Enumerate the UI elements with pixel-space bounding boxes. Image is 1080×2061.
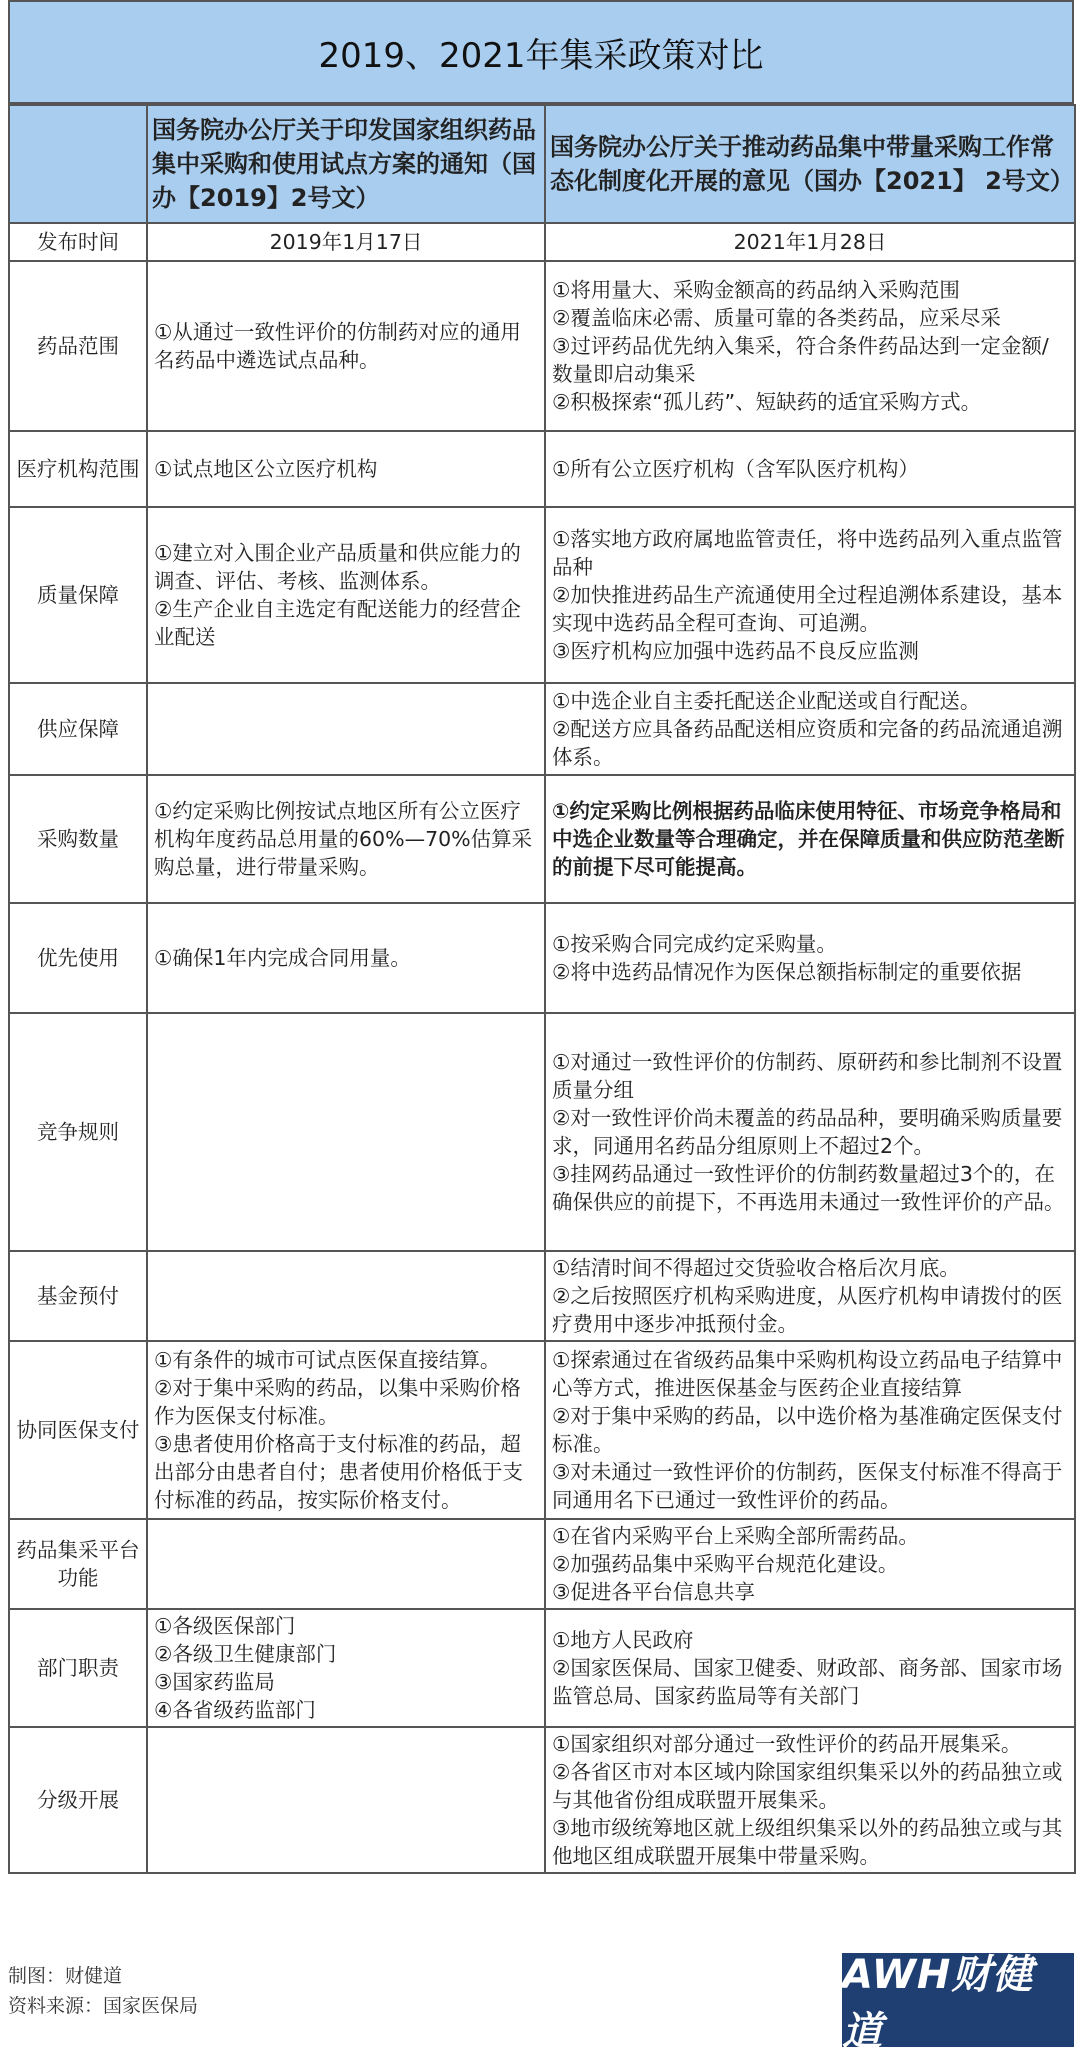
policy-item: ③对未通过一致性评价的仿制药，医保支付标准不得高于同通用名下已通过一致性评价的药品。 xyxy=(552,1460,1063,1512)
policy-item: ①建立对入围企业产品质量和供应能力的调查、评估、考核、监测体系。 xyxy=(154,541,521,593)
row-label: 协同医保支付 xyxy=(9,1341,147,1519)
policy-item: ①确保1年内完成合同用量。 xyxy=(154,946,411,970)
date-label: 发布时间 xyxy=(9,223,147,261)
cell-v2019 xyxy=(147,431,545,507)
cell-v2019 xyxy=(147,1727,545,1873)
cell-v2021 xyxy=(545,507,1075,683)
policy-item: ③患者使用价格高于支付标准的药品，超出部分由患者自付；患者使用价格低于支付标准的药品，按实际价格支付。 xyxy=(154,1432,523,1512)
footer xyxy=(8,1951,1074,2055)
row-label: 分级开展 xyxy=(9,1727,147,1873)
row-label: 药品范围 xyxy=(9,261,147,431)
cell-v2019 xyxy=(147,775,545,903)
row-label: 竞争规则 xyxy=(9,1013,147,1251)
header-2021-policy: 国务院办公厅关于推动药品集中带量采购工作常态化制度化开展的意见（国办【2021】 2号文） xyxy=(545,105,1075,223)
policy-item: ②国家医保局、国家卫健委、财政部、商务部、国家市场监管总局、国家药监局等有关部门 xyxy=(552,1656,1063,1708)
policy-item: ②配送方应具备药品配送相应资质和完备的药品流通追溯体系。 xyxy=(552,717,1063,769)
policy-row-platform-function xyxy=(9,1519,1075,1609)
logo-text: AWH财健道 xyxy=(842,1952,1034,2055)
policy-item: ①落实地方政府属地监管责任，将中选药品列入重点监管品种 xyxy=(552,527,1063,579)
policy-row-quality-assurance xyxy=(9,507,1075,683)
row-label: 质量保障 xyxy=(9,507,147,683)
cell-v2021 xyxy=(545,775,1075,903)
cell-v2021 xyxy=(545,1727,1075,1873)
cell-v2019 xyxy=(147,1341,545,1519)
policy-item: ①将用量大、采购金额高的药品纳入采购范围 xyxy=(552,278,960,302)
policy-item: ①地方人民政府 xyxy=(552,1628,694,1652)
policy-row-fund-prepayment xyxy=(9,1251,1075,1341)
policy-item: ①从通过一致性评价的仿制药对应的通用名药品中遴选试点品种。 xyxy=(154,320,521,372)
policy-row-competition-rules xyxy=(9,1013,1075,1251)
cell-v2021 xyxy=(545,431,1075,507)
policy-item: ④各省级药监部门 xyxy=(154,1698,316,1722)
cell-v2021 xyxy=(545,1519,1075,1609)
policy-item: ①所有公立医疗机构（含军队医疗机构） xyxy=(552,457,919,481)
policy-item: ②之后按照医疗机构采购进度，从医疗机构申请拨付的医疗费用中逐步冲抵预付金。 xyxy=(552,1284,1063,1336)
policy-item: ①有条件的城市可试点医保直接结算。 xyxy=(154,1348,501,1372)
policy-item: ②各省区市对本区域内除国家组织集采以外的药品独立或与其他省份组成联盟开展集采。 xyxy=(552,1760,1063,1812)
cell-v2021 xyxy=(545,683,1075,775)
policy-item: ②生产企业自主选定有配送能力的经营企业配送 xyxy=(154,597,521,649)
cell-v2019 xyxy=(147,1609,545,1727)
policy-item: ②覆盖临床必需、质量可靠的各类药品，应采尽采 xyxy=(552,306,1001,330)
cell-v2021 xyxy=(545,1013,1075,1251)
policy-item: ①按采购合同完成约定采购量。 xyxy=(552,932,837,956)
policy-item: ③过评药品优先纳入集采，符合条件药品达到一定金额/数量即启动集采 xyxy=(552,334,1049,386)
brand-logo xyxy=(842,1952,1074,2055)
policy-row-tiered-implementation xyxy=(9,1727,1075,1873)
policy-item: ①探索通过在省级药品集中采购机构设立药品电子结算中心等方式，推进医保基金与医药企业直接结算 xyxy=(552,1348,1063,1400)
cell-v2019 xyxy=(147,261,545,431)
policy-item: ③促进各平台信息共享 xyxy=(552,1580,755,1604)
policy-row-purchase-volume xyxy=(9,775,1075,903)
row-label: 供应保障 xyxy=(9,683,147,775)
data-source: 资料来源：国家医保局 xyxy=(8,1995,199,2017)
cell-v2021 xyxy=(545,261,1075,431)
policy-item: ①试点地区公立医疗机构 xyxy=(154,457,378,481)
policy-row-medical-insurance-payment xyxy=(9,1341,1075,1519)
policy-row-department-duties xyxy=(9,1609,1075,1727)
row-label: 部门职责 xyxy=(9,1609,147,1727)
cell-v2019 xyxy=(147,507,545,683)
policy-row-priority-use xyxy=(9,903,1075,1013)
policy-item: ③地市级统筹地区就上级组织集采以外的药品独立或与其他地区组成联盟开展集中带量采购。 xyxy=(552,1816,1063,1868)
policy-row-supply-assurance xyxy=(9,683,1075,775)
policy-item: ①中选企业自主委托配送企业配送或自行配送。 xyxy=(552,689,981,713)
date-row xyxy=(9,223,1075,261)
policy-item: ②积极探索“孤儿药”、短缺药的适宜采购方式。 xyxy=(552,390,982,414)
policy-item: ①结清时间不得超过交货验收合格后次月底。 xyxy=(552,1256,960,1280)
policy-item: ②将中选药品情况作为医保总额指标制定的重要依据 xyxy=(552,960,1022,984)
policy-item: ①约定采购比例按试点地区所有公立医疗机构年度药品总用量的60%—70%估算采购总量，进行带量采购。 xyxy=(154,799,533,879)
policy-item: ②加强药品集中采购平台规范化建设。 xyxy=(552,1552,899,1576)
policy-item: ②对于集中采购的药品，以中选价格为基准确定医保支付标准。 xyxy=(552,1404,1063,1456)
policy-item: ②加快推进药品生产流通使用全过程追溯体系建设，基本实现中选药品全程可查询、可追溯。 xyxy=(552,583,1063,635)
cell-v2019 xyxy=(147,903,545,1013)
header-corner-cell xyxy=(9,105,147,223)
row-label: 基金预付 xyxy=(9,1251,147,1341)
policy-item: ②各级卫生健康部门 xyxy=(154,1642,337,1666)
date-2019: 2019年1月17日 xyxy=(147,223,545,261)
chart-credit: 制图：财健道 xyxy=(8,1965,123,1987)
policy-item: ②对于集中采购的药品，以集中采购价格作为医保支付标准。 xyxy=(154,1376,521,1428)
cell-v2021 xyxy=(545,1251,1075,1341)
cell-v2019 xyxy=(147,1251,545,1341)
date-2021: 2021年1月28日 xyxy=(545,223,1075,261)
policy-item: ③挂网药品通过一致性评价的仿制药数量超过3个的，在确保供应的前提下，不再选用未通过一致性评价的产品。 xyxy=(552,1162,1065,1214)
policy-comparison-table xyxy=(8,104,1076,1874)
cell-v2021 xyxy=(545,1609,1075,1727)
policy-item: ①对通过一致性评价的仿制药、原研药和参比制剂不设置质量分组 xyxy=(552,1050,1063,1102)
policy-item: ②对一致性评价尚未覆盖的药品品种，要明确采购质量要求，同通用名药品分组原则上不超过2个。 xyxy=(552,1106,1063,1158)
cell-v2019 xyxy=(147,683,545,775)
cell-v2019 xyxy=(147,1013,545,1251)
header-2019-policy: 国务院办公厅关于印发国家组织药品集中采购和使用试点方案的通知（国办【2019】2号文） xyxy=(147,105,545,223)
policy-item: ①约定采购比例根据药品临床使用特征、市场竞争格局和中选企业数量等合理确定，并在保障质量和供应防范垄断的前提下尽可能提高。 xyxy=(552,799,1065,879)
cell-v2021 xyxy=(545,1341,1075,1519)
row-label: 采购数量 xyxy=(9,775,147,903)
policy-row-institution-scope xyxy=(9,431,1075,507)
policy-item: ①国家组织对部分通过一致性评价的药品开展集采。 xyxy=(552,1732,1022,1756)
policy-item: ①在省内采购平台上采购全部所需药品。 xyxy=(552,1524,919,1548)
cell-v2021 xyxy=(545,903,1075,1013)
policy-item: ①各级医保部门 xyxy=(154,1614,296,1638)
policy-item: ③国家药监局 xyxy=(154,1670,275,1694)
policy-row-drug-scope xyxy=(9,261,1075,431)
header-row xyxy=(9,105,1075,223)
row-label: 医疗机构范围 xyxy=(9,431,147,507)
row-label: 药品集采平台功能 xyxy=(9,1519,147,1609)
cell-v2019 xyxy=(147,1519,545,1609)
row-label: 优先使用 xyxy=(9,903,147,1013)
page-title: 2019、2021年集采政策对比 xyxy=(8,0,1074,104)
policy-item: ③医疗机构应加强中选药品不良反应监测 xyxy=(552,639,919,663)
